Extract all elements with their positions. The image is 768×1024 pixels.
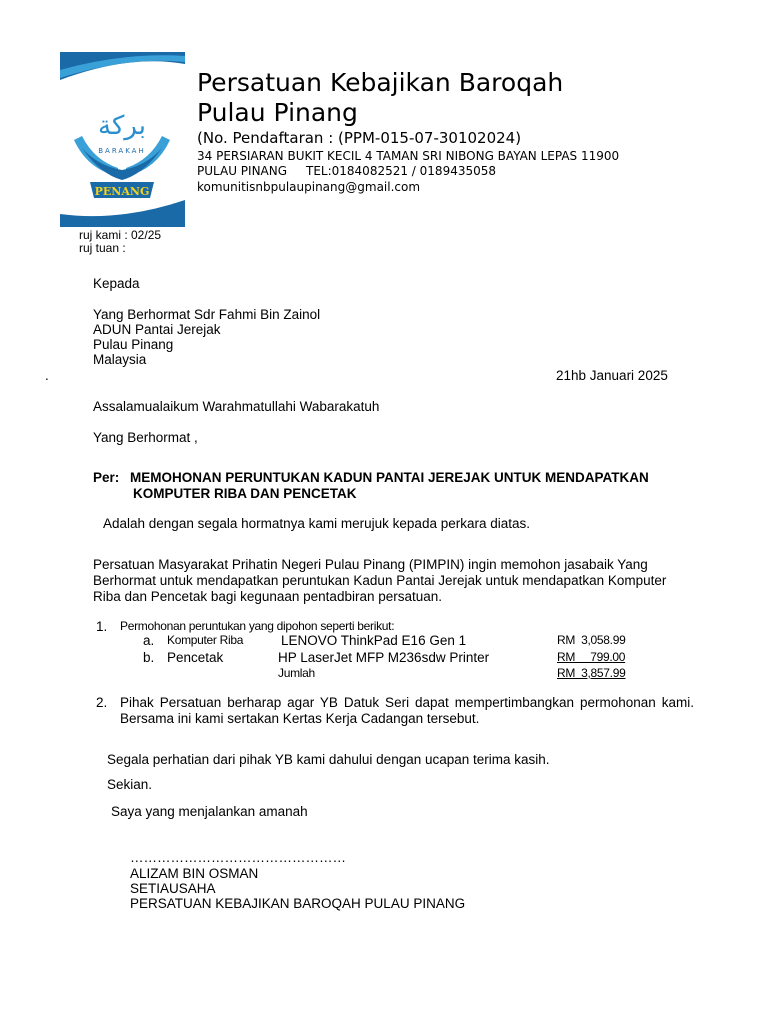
subject-line2: KOMPUTER RIBA DAN PENCETAK — [133, 486, 357, 501]
recipient-line4: Malaysia — [93, 352, 147, 367]
subject-line1: MEMOHONAN PERUNTUKAN KADUN PANTAI JEREJAK UNTUK MENDAPATKAN — [130, 470, 649, 485]
item1-number: 1. — [96, 619, 108, 634]
total-label: Jumlah — [278, 666, 315, 680]
org-name-line1: Persatuan Kebajikan Baroqah — [197, 68, 564, 97]
item-row-category: Pencetak — [167, 650, 224, 665]
address-city: PULAU PINANG — [197, 164, 288, 178]
item-row-letter: a. — [143, 633, 155, 648]
item-row-product: HP LaserJet MFP M236sdw Printer — [278, 650, 490, 665]
letter-date: 21hb Januari 2025 — [556, 368, 668, 383]
organization-logo — [60, 52, 185, 227]
recipient-line3: Pulau Pinang — [93, 337, 174, 352]
recipient-line2: ADUN Pantai Jerejak — [93, 322, 221, 337]
greeting: Yang Berhormat , — [93, 430, 198, 445]
sekian: Sekian. — [107, 777, 153, 792]
item-row-price: RM 3,058.99 — [557, 633, 626, 647]
signatory-organization: PERSATUAN KEBAJIKAN BAROQAH PULAU PINANG — [130, 896, 466, 911]
salutation: Assalamualaikum Warahmatullahi Wabarakatuh — [93, 399, 380, 414]
body-paragraph: Persatuan Masyarakat Prihatin Negeri Pulau Pinang (PIMPIN) ingin memohon jasabaik Yang Berhormat untuk mendapatkan peruntukan Kadun Pantai Jerejak untuk mendapatkan Komputer Riba dan Pencetak bagi kegunaan pentadbiran persatuan. — [93, 557, 667, 604]
signatory-name: ALIZAM BIN OSMAN — [130, 866, 259, 881]
subject-prefix: Per: — [93, 470, 120, 485]
opening-sentence: Adalah dengan segala hormatnya kami merujuk kepada perkara diatas. — [103, 516, 531, 531]
signature-line: ………………………………………… — [130, 850, 346, 865]
logo-barakah-label: BARAKAH — [98, 147, 146, 155]
item2-number: 2. — [96, 695, 108, 710]
org-name-line2: Pulau Pinang — [197, 98, 358, 127]
item1-intro: Permohonan peruntukan yang dipohon seperti berikut: — [120, 619, 395, 633]
ruj-kami: ruj kami : 02/25 — [79, 228, 162, 242]
item-row-letter: b. — [143, 650, 155, 665]
total-price: RM 3,857.99 — [557, 666, 626, 680]
item2-text: Pihak Persatuan berharap agar YB Datuk Seri dapat mempertimbangkan permohonan kami. Bersama ini kami sertakan Kertas Kerja Cadangan tersebut. — [120, 695, 694, 726]
kepada: Kepada — [93, 276, 140, 291]
telephone: TEL:0184082521 / 0189435058 — [306, 164, 497, 178]
org-name — [197, 68, 563, 128]
item-row-price: RM 799.00 — [557, 650, 626, 664]
amanah: Saya yang menjalankan amanah — [111, 804, 308, 819]
closing-sentence: Segala perhatian dari pihak YB kami dahului dengan ucapan terima kasih. — [107, 752, 550, 767]
logo-arabic-text: بركة — [98, 111, 146, 141]
address-line1: 34 PERSIARAN BUKIT KECIL 4 TAMAN SRI NIBONG BAYAN LEPAS 11900 — [197, 149, 620, 163]
item-row-product: LENOVO ThinkPad E16 Gen 1 — [281, 633, 467, 648]
recipient-line1: Yang Berhormat Sdr Fahmi Bin Zainol — [93, 307, 321, 322]
logo-penang-label: PENANG — [94, 185, 150, 198]
registration-number: (No. Pendaftaran : (PPM-015-07-30102024) — [197, 129, 522, 147]
signatory-title: SETIAUSAHA — [130, 881, 216, 896]
date-dot: . — [45, 368, 49, 383]
item-row-category: Komputer Riba — [167, 633, 244, 647]
ruj-tuan: ruj tuan : — [79, 241, 126, 255]
email: komunitisnbpulaupinang@gmail.com — [197, 180, 421, 194]
